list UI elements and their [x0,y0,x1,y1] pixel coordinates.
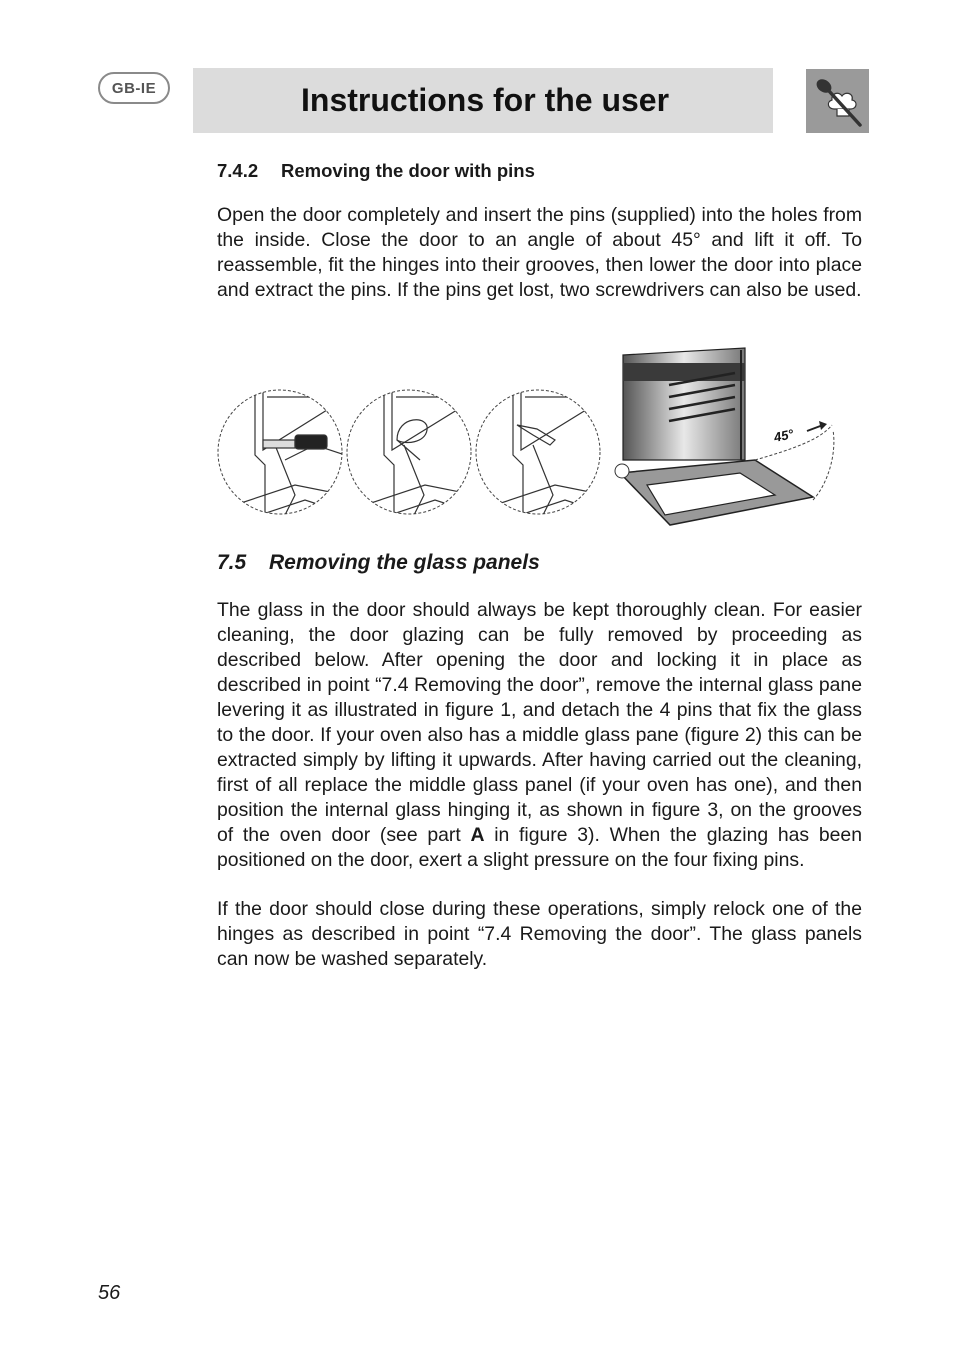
hinge-screwdriver-icon [218,390,345,525]
section-number: 7.5 [217,551,247,574]
section-title: Removing the door with pins [281,160,535,181]
part-a-label: A [470,824,485,846]
door-removal-illustration [215,345,840,535]
page-title: Instructions for the user [301,82,670,118]
page-number: 56 [98,1282,121,1304]
hinge-pin-inserted-icon [347,390,475,525]
section-title: Removing the glass panels [269,551,540,574]
section-heading-7-4-2 [217,160,535,182]
language-badge-label: GB-IE [111,79,157,97]
paragraph-text: in figure 3). When the glazing has been positioned on the door, exert a slight pressure on the four fixing pins. [217,824,862,871]
section-number: 7.4.2 [217,160,259,181]
spoon-chef-hat-icon [806,69,869,133]
door-removal-paragraph: Open the door completely and insert the pins (supplied) into the holes from the inside. Close the door to an angle of about 45° and lift it off. To reassemble, fit the hinges into their grooves, then lower the door into place and extract the pins. If the pins get lost, two screwdrivers can also be used. [217,204,862,301]
section-heading-7-5 [217,551,540,575]
oven-door-open-icon [615,348,834,525]
header-title-bar [193,68,773,133]
glass-panels-paragraph [217,598,862,873]
paragraph-text: The glass in the door should always be kept thoroughly clean. For easier cleaning, the door glazing can be fully removed by proceeding as described below. After opening the door and locking it in place as described in point “7.4 Removing the door”, remove the internal glass pane levering it as illustrated in figure 1, and detach the 4 pins that fix the glass to the door. If your oven also has a middle glass pane (figure 2) this can be extracted simply by lifting it upwards. After having carried out the cleaning, first of all replace the middle glass panel (if your oven has one), and then position the internal glass hinging it, as shown in figure 3, on the grooves of the oven door (see part [217,599,862,846]
hinge-pin-removed-icon [476,390,605,525]
relock-paragraph: If the door should close during these operations, simply relock one of the hinges as described in point “7.4 Removing the door”. The glass panels can now be washed separately. [217,898,862,970]
language-badge [98,72,170,104]
angle-label: 45° [772,426,795,445]
